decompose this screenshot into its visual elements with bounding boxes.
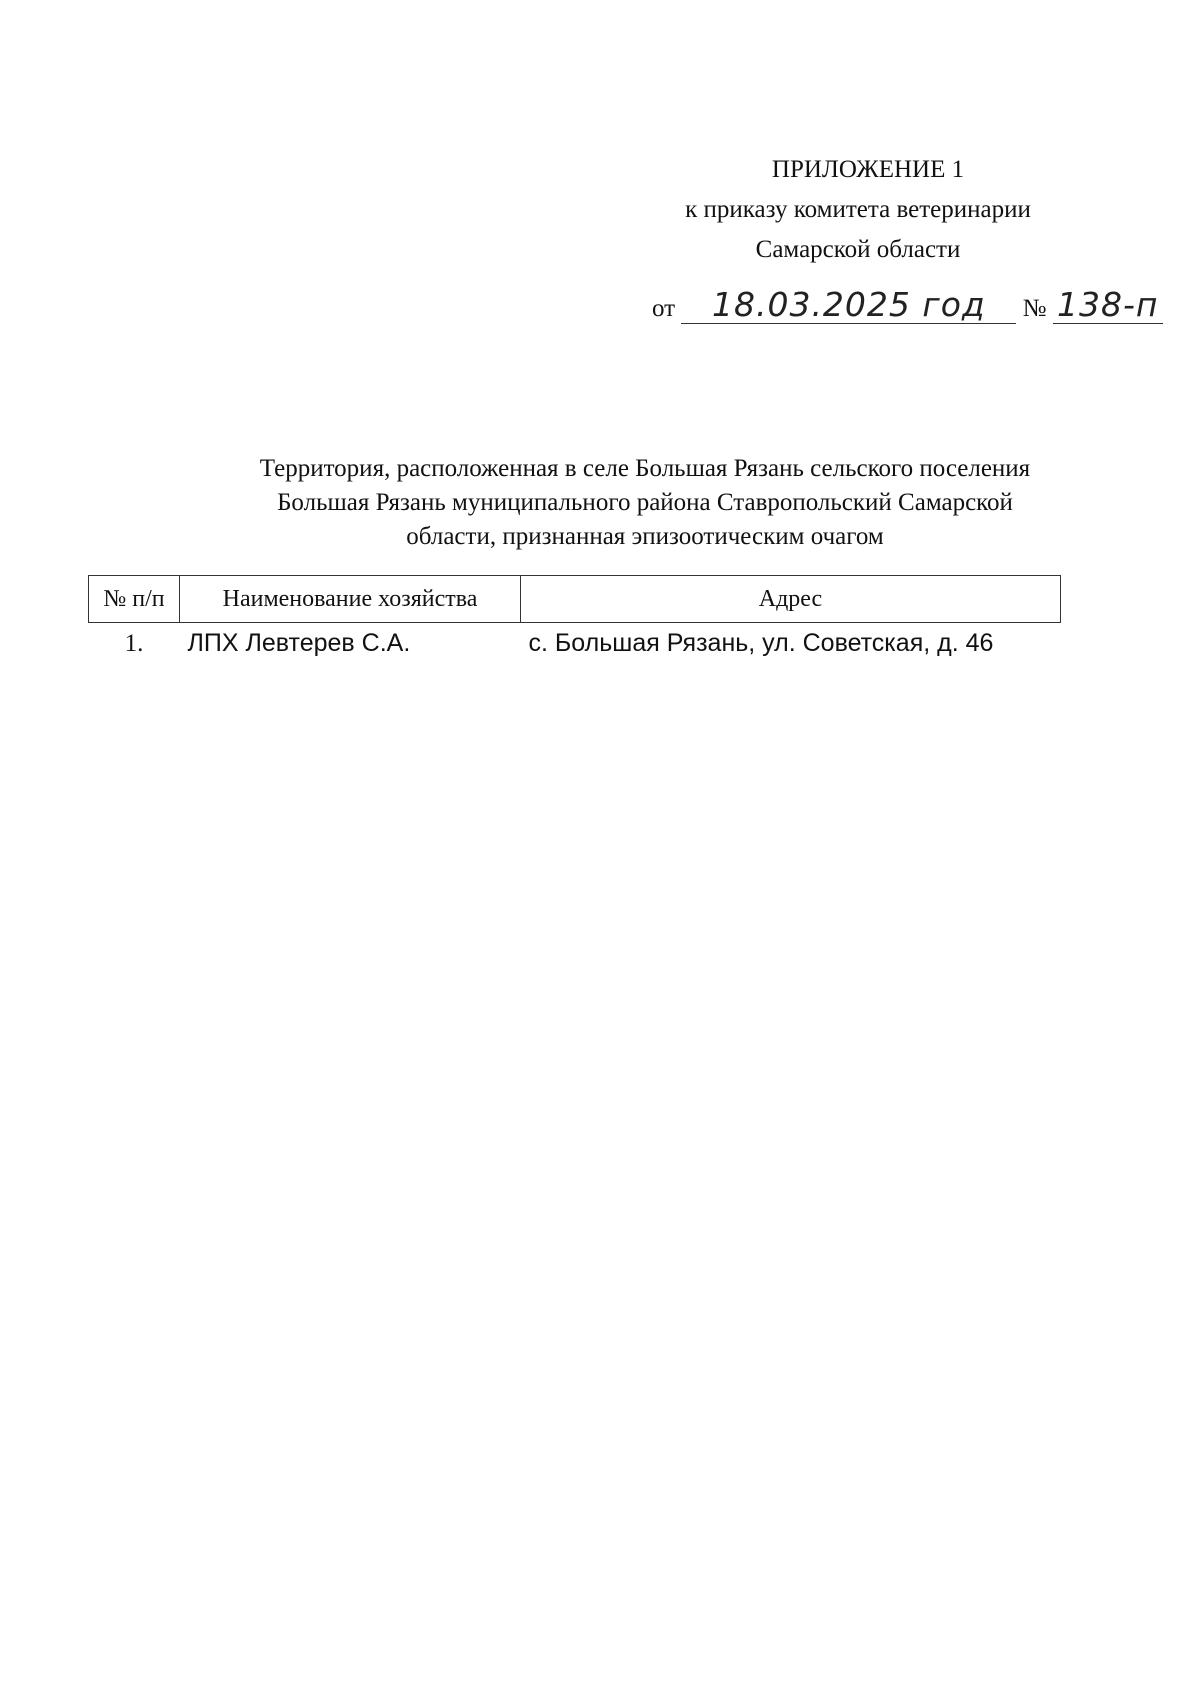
header-address: Адрес: [521, 576, 1061, 623]
heading-line: Большая Рязань муниципального района Ставропольский Самарской: [277, 489, 1013, 516]
table-header-row: [89, 576, 1061, 623]
order-reference: [652, 287, 1163, 324]
appendix-line2: к приказу комитета ветеринарии: [685, 196, 1031, 223]
number-label: №: [1022, 295, 1047, 322]
header-number: № п/п: [89, 576, 180, 623]
appendix-title: ПРИЛОЖЕНИЕ 1: [771, 156, 965, 183]
table-row: [89, 623, 1061, 665]
handwritten-number: 138-п: [1053, 287, 1163, 324]
document-heading: [180, 452, 1110, 554]
from-label: от: [652, 295, 676, 322]
row-address: с. Большая Рязань, ул. Советская, д. 46: [528, 629, 994, 657]
heading-line: Территория, расположенная в селе Большая Рязань сельского поселения: [259, 455, 1031, 482]
heading-line: области, признанная эпизоотическим очагом: [406, 523, 884, 550]
header-name: Наименование хозяйства: [180, 576, 521, 623]
appendix-line3: Самарской области: [755, 236, 961, 263]
appendix-header: [648, 150, 1068, 270]
handwritten-date: 18.03.2025 год: [681, 287, 1016, 324]
row-name: ЛПХ Левтерев С.А.: [187, 629, 411, 657]
farms-table: [88, 575, 1061, 664]
row-number: 1.: [124, 629, 144, 657]
